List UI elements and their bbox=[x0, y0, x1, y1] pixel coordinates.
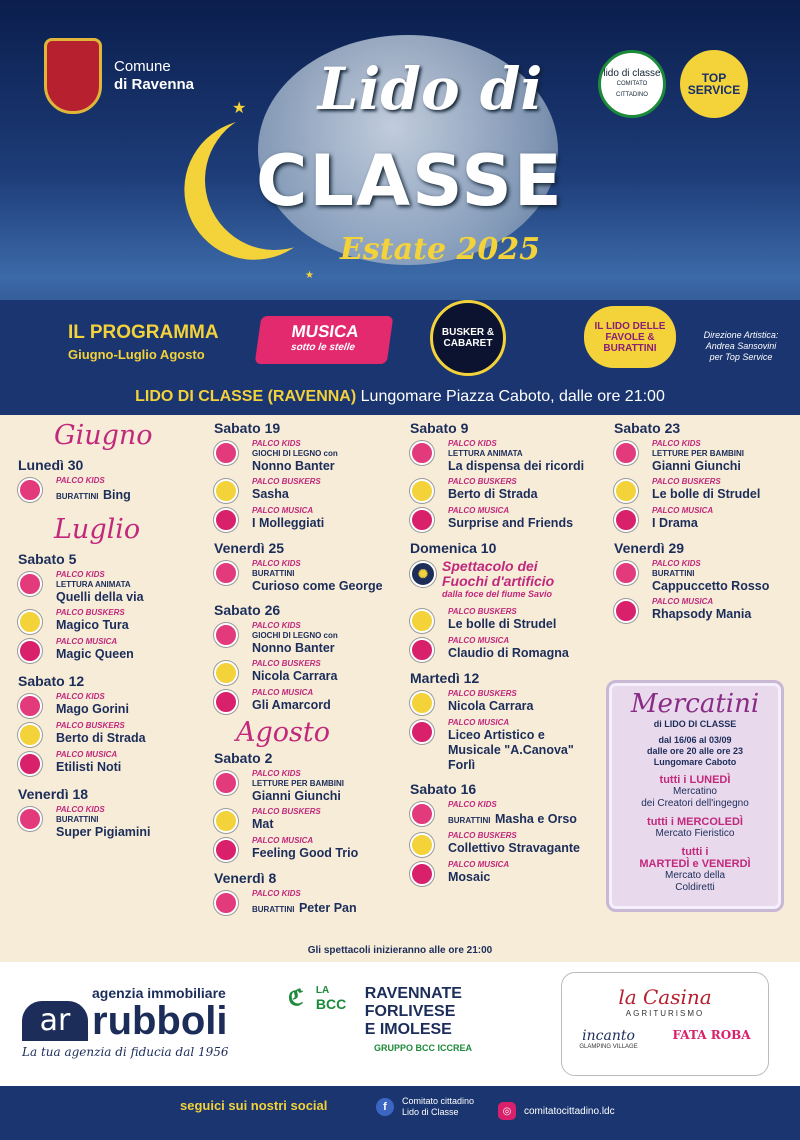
incanto-logo: incanto bbox=[582, 1028, 635, 1044]
location-bar bbox=[0, 385, 800, 415]
event-category: PALCO BUSKERS bbox=[448, 831, 517, 840]
rubboli-sponsor bbox=[22, 985, 229, 1059]
palco-buskers-icon bbox=[214, 809, 238, 833]
fireworks-title-2: Fuochi d'artificio bbox=[442, 573, 555, 589]
palco-buskers-icon bbox=[410, 691, 434, 715]
bcc-sponsor bbox=[288, 985, 472, 1053]
star-icon: ★ bbox=[200, 225, 209, 236]
event-category: PALCO KIDS bbox=[448, 800, 497, 809]
event-item bbox=[614, 477, 794, 503]
event-name: Forlì bbox=[448, 758, 476, 772]
day-heading: Martedì 12 bbox=[410, 670, 480, 686]
event-name: Claudio di Romagna bbox=[448, 646, 569, 660]
event-item bbox=[410, 718, 606, 773]
facebook-name-line1: Comitato cittadino bbox=[402, 1096, 475, 1106]
palco-musica-icon bbox=[614, 508, 638, 532]
palco-musica-icon bbox=[214, 508, 238, 532]
event-name: Super Pigiamini bbox=[56, 825, 151, 839]
palco-kids-icon bbox=[214, 891, 238, 915]
badge-musica-sub: sotto le stelle bbox=[290, 342, 356, 353]
direz-label: Direzione Artistica: bbox=[703, 330, 779, 340]
event-name: Berto di Strada bbox=[56, 731, 146, 745]
event-subtype: GIOCHI DI LEGNO con bbox=[252, 449, 338, 458]
event-name: Le bolle di Strudel bbox=[448, 617, 557, 631]
palco-kids-icon bbox=[214, 441, 238, 465]
incanto-subtitle: GLAMPING VILLAGE bbox=[579, 1044, 638, 1050]
event-category: PALCO KIDS bbox=[252, 559, 301, 568]
palco-musica-icon bbox=[214, 690, 238, 714]
palco-buskers-icon bbox=[410, 609, 434, 633]
bcc-la: LA bbox=[315, 985, 330, 996]
event-name: Gianni Giunchi bbox=[652, 459, 741, 473]
facebook-name-line2: Lido di Classe bbox=[402, 1107, 459, 1117]
event-name: Bing bbox=[102, 488, 131, 502]
event-category: PALCO KIDS bbox=[252, 889, 301, 898]
favole-burattini-badge: IL LIDO DELLE FAVOLE & BURATTINI bbox=[584, 306, 676, 368]
event-category: PALCO KIDS bbox=[56, 570, 105, 579]
title-classe: CLASSE bbox=[256, 140, 564, 222]
event-category: PALCO BUSKERS bbox=[448, 477, 517, 486]
instagram-handle: comitatocittadino.ldc bbox=[524, 1105, 615, 1117]
event-category: PALCO KIDS bbox=[652, 439, 701, 448]
event-name: Surprise and Friends bbox=[448, 516, 574, 530]
mercatini-desc-line: dei Creatori dell'ingegno bbox=[641, 798, 749, 809]
mercatini-day-heading: tutti i LUNEDÌ bbox=[659, 774, 731, 786]
event-item bbox=[214, 688, 404, 714]
day-heading: Sabato 26 bbox=[214, 602, 281, 618]
event-name: Etilisti Noti bbox=[56, 760, 122, 774]
event-subtype: BURATTINI bbox=[56, 492, 99, 501]
event-item bbox=[410, 831, 606, 857]
rubboli-agency-label: agenzia immobiliare bbox=[92, 985, 226, 1001]
event-name: Nonno Banter bbox=[252, 641, 335, 655]
palco-buskers-icon bbox=[18, 723, 42, 747]
event-subtype: BURATTINI bbox=[56, 815, 99, 824]
fireworks-icon: ✺ bbox=[410, 561, 436, 587]
event-name: I Drama bbox=[652, 516, 698, 530]
event-name: Curioso come George bbox=[252, 579, 383, 593]
logo-lido-sub: COMITATO CITTADINO bbox=[616, 80, 648, 98]
event-name: Cappuccetto Rosso bbox=[652, 579, 770, 593]
event-item bbox=[18, 608, 198, 634]
start-time-note: Gli spettacoli inizieranno alle ore 21:00 bbox=[307, 945, 493, 956]
mercatini-desc: Mercato Fieristico bbox=[655, 828, 735, 839]
palco-buskers-icon bbox=[18, 610, 42, 634]
mercatini-day-heading: MARTEDÌ e VENERDÌ bbox=[639, 858, 751, 870]
event-item bbox=[614, 597, 794, 623]
fata-roba-logo: FATA ROBA bbox=[672, 1028, 751, 1042]
event-category: PALCO MUSICA bbox=[652, 506, 714, 515]
event-name: Musicale "A.Canova" bbox=[448, 743, 574, 757]
event-name: La dispensa dei ricordi bbox=[448, 459, 585, 473]
title-lido-di: Lido di bbox=[317, 55, 543, 123]
rubboli-name: rubboli bbox=[92, 999, 228, 1043]
schedule-column-1 bbox=[18, 420, 198, 843]
la-casina-sponsor bbox=[561, 972, 769, 1076]
comune-line2: di Ravenna bbox=[114, 76, 195, 93]
event-subtype: BURATTINI bbox=[252, 905, 295, 914]
palco-musica-icon bbox=[18, 639, 42, 663]
bcc-name-line: RAVENNATE bbox=[364, 985, 462, 1002]
event-category: PALCO BUSKERS bbox=[56, 721, 125, 730]
event-name: Nicola Carrara bbox=[252, 669, 338, 683]
location-details: Lungomare Piazza Caboto, dalle ore 21:00 bbox=[360, 388, 665, 405]
badge-musica-text: MUSICA bbox=[290, 322, 361, 341]
event-category: PALCO BUSKERS bbox=[252, 659, 321, 668]
location-place: LIDO DI CLASSE (RAVENNA) bbox=[135, 388, 357, 405]
rubboli-logo-icon: ar bbox=[22, 1001, 88, 1041]
event-item bbox=[18, 476, 198, 504]
facebook-icon: f bbox=[376, 1098, 394, 1116]
mercatini-hours: dalle ore 20 alle ore 23 bbox=[646, 746, 744, 756]
bcc-name-line: FORLIVESE bbox=[364, 1003, 456, 1020]
event-name: Collettivo Stravagante bbox=[448, 841, 580, 855]
event-category: PALCO BUSKERS bbox=[448, 607, 517, 616]
event-item bbox=[18, 570, 198, 605]
footer-bar bbox=[0, 1086, 800, 1140]
mercatini-box bbox=[606, 680, 784, 912]
event-item bbox=[214, 769, 404, 804]
event-name: Liceo Artistico e bbox=[448, 728, 545, 742]
mercatini-day-heading: tutti i bbox=[681, 846, 709, 858]
lido-di-classe-logo bbox=[598, 50, 666, 118]
event-item bbox=[214, 439, 404, 474]
top-service-logo: TOP SERVICE bbox=[680, 50, 748, 118]
event-item bbox=[18, 692, 198, 718]
event-item bbox=[214, 889, 404, 917]
event-item bbox=[18, 721, 198, 747]
event-category: PALCO KIDS bbox=[56, 692, 105, 701]
facebook-link[interactable] bbox=[376, 1096, 474, 1118]
schedule-column-3 bbox=[410, 420, 606, 889]
event-item bbox=[214, 559, 404, 594]
palco-kids-icon bbox=[18, 807, 42, 831]
palco-musica-icon bbox=[18, 752, 42, 776]
day-heading: Sabato 16 bbox=[410, 781, 477, 797]
schedule-column-2 bbox=[214, 420, 404, 920]
event-subtype: GIOCHI DI LEGNO con bbox=[252, 631, 338, 640]
event-item bbox=[18, 805, 198, 840]
day-heading: Venerdì 8 bbox=[214, 870, 277, 886]
event-item bbox=[214, 477, 404, 503]
event-name: Magic Queen bbox=[56, 647, 134, 661]
event-category: PALCO MUSICA bbox=[448, 718, 510, 727]
event-subtype: LETTURE PER BAMBINI bbox=[652, 449, 744, 458]
palco-kids-icon bbox=[214, 771, 238, 795]
event-category: PALCO KIDS bbox=[252, 621, 301, 630]
casina-subtitle: AGRITURISMO bbox=[625, 1009, 705, 1018]
event-item bbox=[410, 506, 606, 532]
event-category: PALCO MUSICA bbox=[652, 597, 714, 606]
star-icon: ★ bbox=[188, 195, 203, 214]
palco-buskers-icon bbox=[410, 479, 434, 503]
event-item bbox=[410, 607, 606, 633]
bcc-logo-icon: ℭ bbox=[288, 985, 304, 1010]
palco-musica-icon bbox=[214, 838, 238, 862]
palco-musica-icon bbox=[410, 720, 434, 744]
palco-kids-icon bbox=[214, 623, 238, 647]
event-subtype: BURATTINI bbox=[652, 569, 695, 578]
event-name: Nicola Carrara bbox=[448, 699, 534, 713]
event-name: Mat bbox=[252, 817, 274, 831]
event-item bbox=[18, 750, 198, 776]
mercatini-title: Mercatini bbox=[630, 689, 760, 719]
event-item bbox=[214, 659, 404, 685]
event-subtype: LETTURE PER BAMBINI bbox=[252, 779, 344, 788]
fireworks-event bbox=[410, 559, 606, 599]
direzione-artistica bbox=[686, 330, 796, 363]
event-category: PALCO MUSICA bbox=[56, 637, 118, 646]
event-item bbox=[214, 807, 404, 833]
programma-subtitle: Giugno-Luglio Agosto bbox=[68, 347, 205, 362]
fireworks-title-1: Spettacolo dei bbox=[442, 558, 538, 574]
event-name: Masha e Orso bbox=[494, 812, 577, 826]
palco-musica-icon bbox=[410, 638, 434, 662]
bcc-name bbox=[365, 985, 462, 1039]
month-agosto: Agosto bbox=[236, 717, 330, 748]
palco-musica-icon bbox=[410, 862, 434, 886]
event-name: Sasha bbox=[252, 487, 289, 501]
mercatini-desc-line: Mercatino bbox=[673, 786, 717, 797]
event-item bbox=[214, 506, 404, 532]
star-icon: ★ bbox=[305, 270, 314, 281]
event-item bbox=[410, 439, 606, 474]
month-giugno: Giugno bbox=[54, 420, 153, 451]
day-heading: Domenica 10 bbox=[410, 540, 497, 556]
event-name: I Molleggiati bbox=[252, 516, 325, 530]
event-category: PALCO MUSICA bbox=[252, 688, 314, 697]
day-heading: Sabato 2 bbox=[214, 750, 273, 766]
day-heading: Sabato 12 bbox=[18, 673, 85, 689]
title-estate: Estate 2025 bbox=[340, 232, 540, 267]
logo-lido-text: lido di classe bbox=[603, 67, 661, 79]
event-name: Le bolle di Strudel bbox=[652, 487, 761, 501]
schedule-column-4 bbox=[614, 420, 794, 626]
bcc-bcc: BCC bbox=[315, 996, 347, 1012]
event-name: Mago Gorini bbox=[56, 702, 129, 716]
event-subtype: LETTURA ANIMATA bbox=[448, 449, 523, 458]
event-category: PALCO KIDS bbox=[252, 439, 301, 448]
palco-kids-icon bbox=[18, 694, 42, 718]
palco-kids-icon bbox=[410, 802, 434, 826]
palco-kids-icon bbox=[614, 561, 638, 585]
event-category: PALCO KIDS bbox=[252, 769, 301, 778]
event-category: PALCO BUSKERS bbox=[652, 477, 721, 486]
event-category: PALCO BUSKERS bbox=[448, 689, 517, 698]
day-heading: Venerdì 25 bbox=[214, 540, 285, 556]
ravenna-crest-logo bbox=[44, 38, 102, 114]
direz-for: per Top Service bbox=[709, 352, 773, 362]
mercatini-day-heading: tutti i MERCOLEDÌ bbox=[647, 816, 743, 828]
bcc-name-line: E IMOLESE bbox=[364, 1021, 452, 1038]
comune-di-ravenna-label bbox=[114, 58, 194, 94]
event-category: PALCO KIDS bbox=[56, 476, 105, 485]
event-item bbox=[614, 559, 794, 594]
event-item bbox=[410, 477, 606, 503]
event-category: PALCO MUSICA bbox=[448, 860, 510, 869]
instagram-icon: ◎ bbox=[498, 1102, 516, 1120]
event-item bbox=[614, 439, 794, 474]
event-category: PALCO BUSKERS bbox=[252, 807, 321, 816]
rubboli-tagline: La tua agenzia di fiducia dal 1956 bbox=[22, 1045, 229, 1059]
palco-buskers-icon bbox=[614, 479, 638, 503]
busker-cabaret-badge: BUSKER & CABARET bbox=[430, 300, 506, 376]
event-name: Magico Tura bbox=[56, 618, 129, 632]
day-heading: Sabato 5 bbox=[18, 551, 77, 567]
day-heading: Sabato 23 bbox=[614, 420, 681, 436]
event-category: PALCO BUSKERS bbox=[252, 477, 321, 486]
event-name: Gli Amarcord bbox=[252, 698, 331, 712]
event-item bbox=[410, 860, 606, 886]
day-heading: Lunedì 30 bbox=[18, 457, 84, 473]
star-icon: ★ bbox=[232, 98, 247, 117]
event-category: PALCO KIDS bbox=[652, 559, 701, 568]
event-item bbox=[214, 836, 404, 862]
event-subtype: BURATTINI bbox=[448, 816, 491, 825]
casina-sub-brands bbox=[562, 1028, 768, 1050]
event-category: PALCO KIDS bbox=[448, 439, 497, 448]
event-name: Berto di Strada bbox=[448, 487, 538, 501]
instagram-link[interactable] bbox=[498, 1102, 615, 1120]
day-heading: Venerdì 18 bbox=[18, 786, 89, 802]
palco-kids-icon bbox=[18, 572, 42, 596]
mercatini-subtitle: di LIDO DI CLASSE bbox=[653, 719, 737, 729]
event-name: Rhapsody Mania bbox=[652, 607, 752, 621]
event-category: PALCO BUSKERS bbox=[56, 608, 125, 617]
event-category: PALCO MUSICA bbox=[252, 836, 314, 845]
palco-kids-icon bbox=[214, 561, 238, 585]
event-item bbox=[410, 636, 606, 662]
event-category: PALCO MUSICA bbox=[448, 506, 510, 515]
event-name: Nonno Banter bbox=[252, 459, 335, 473]
musica-badge bbox=[255, 316, 394, 364]
event-item bbox=[410, 689, 606, 715]
event-item bbox=[18, 637, 198, 663]
palco-buskers-icon bbox=[214, 479, 238, 503]
footer-social-label: seguici sui nostri social bbox=[180, 1098, 328, 1113]
bcc-label bbox=[316, 985, 346, 1012]
event-name: Peter Pan bbox=[298, 901, 357, 915]
mercatini-desc-line: Coldiretti bbox=[675, 882, 715, 893]
event-item bbox=[214, 621, 404, 656]
casina-title: la Casina bbox=[618, 985, 712, 1009]
mercatini-details bbox=[609, 735, 781, 768]
event-category: PALCO MUSICA bbox=[448, 636, 510, 645]
palco-kids-icon bbox=[18, 478, 42, 502]
event-subtype: BURATTINI bbox=[252, 569, 295, 578]
mercatini-desc bbox=[609, 786, 781, 810]
event-category: PALCO MUSICA bbox=[252, 506, 314, 515]
event-name: Feeling Good Trio bbox=[252, 846, 359, 860]
programma-title: IL PROGRAMMA bbox=[68, 322, 219, 343]
event-item bbox=[614, 506, 794, 532]
bcc-group: GRUPPO BCC ICCREA bbox=[374, 1043, 473, 1053]
event-subtype: LETTURA ANIMATA bbox=[56, 580, 131, 589]
day-heading: Venerdì 29 bbox=[614, 540, 685, 556]
event-item bbox=[410, 800, 606, 828]
palco-musica-icon bbox=[410, 508, 434, 532]
fireworks-subtitle: dalla foce del fiume Savio bbox=[442, 589, 553, 599]
event-name: Mosaic bbox=[448, 870, 491, 884]
mercatini-desc bbox=[609, 870, 781, 894]
palco-buskers-icon bbox=[410, 833, 434, 857]
event-name: Gianni Giunchi bbox=[252, 789, 341, 803]
event-name: Quelli della via bbox=[56, 590, 144, 604]
day-heading: Sabato 9 bbox=[410, 420, 469, 436]
day-heading: Sabato 19 bbox=[214, 420, 281, 436]
direz-name: Andrea Sansovini bbox=[705, 341, 777, 351]
palco-kids-icon bbox=[614, 441, 638, 465]
month-luglio: Luglio bbox=[54, 514, 141, 545]
palco-kids-icon bbox=[410, 441, 434, 465]
comune-line1: Comune bbox=[114, 58, 171, 75]
mercatini-desc-line: Mercato della bbox=[664, 870, 726, 881]
event-category: PALCO KIDS bbox=[56, 805, 105, 814]
mercatini-place: Lungomare Caboto bbox=[653, 757, 737, 767]
palco-musica-icon bbox=[614, 599, 638, 623]
mercatini-dates: dal 16/06 al 03/09 bbox=[658, 735, 732, 745]
event-category: PALCO MUSICA bbox=[56, 750, 118, 759]
palco-buskers-icon bbox=[214, 661, 238, 685]
